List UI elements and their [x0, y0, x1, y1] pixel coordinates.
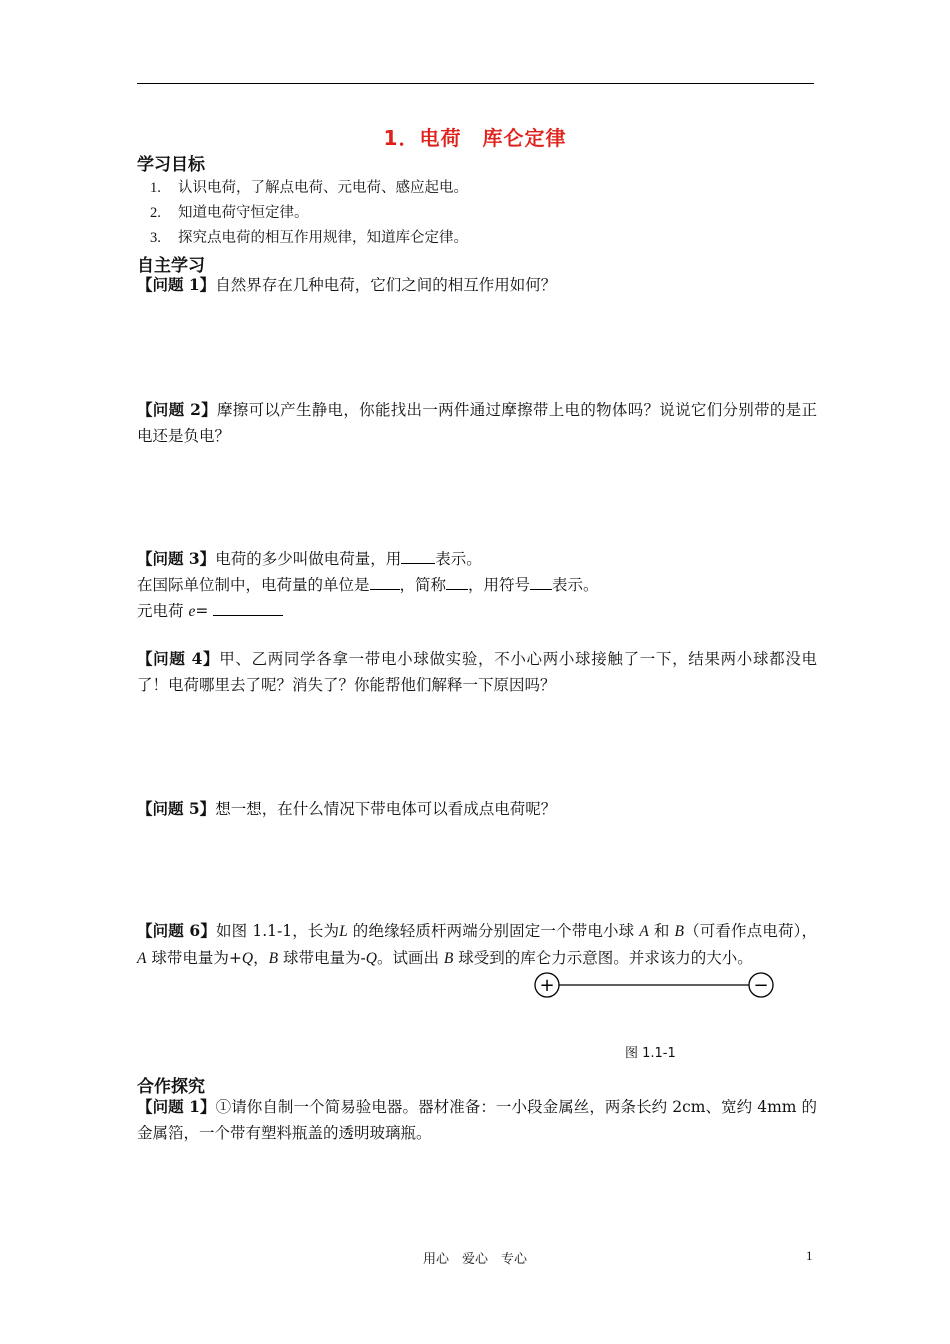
question-label: 【问题 1】: [137, 275, 216, 294]
variable-e: e: [188, 603, 196, 620]
question-text: 甲、乙两同学各拿一带电小球做实验，不小心两小球接触了一下，结果两小球都没电了！电荷哪里去了呢？消失了？你能帮他们解释一下原因吗？: [137, 650, 817, 694]
question-text: 如图 1.1-1，长为: [216, 922, 340, 940]
variable-B: B: [674, 923, 685, 940]
question-text: 表示。: [435, 550, 482, 568]
section-heading-self-study: 自主学习: [137, 256, 205, 276]
question-text: ，: [253, 949, 269, 967]
question-text: 。试画出: [376, 949, 444, 967]
positive-sign-icon: +: [539, 975, 555, 996]
page-title: 1．电荷 库仑定律: [383, 126, 567, 150]
answer-blank[interactable]: [213, 598, 283, 616]
goal-text: 认识电荷，了解点电荷、元电荷、感应起电。: [178, 180, 468, 196]
question-text: 想一想，在什么情况下带电体可以看成点电荷呢？: [215, 800, 557, 818]
goal-number: 3.: [150, 230, 161, 246]
question-label: 【问题 4】: [137, 649, 220, 668]
question-text: ，用符号: [468, 576, 531, 594]
goal-text: 探究点电荷的相互作用规律，知道库仑定律。: [178, 230, 468, 246]
negative-sign-icon: −: [753, 975, 769, 996]
answer-blank[interactable]: [401, 546, 435, 564]
question-text: 的绝缘轻质杆两端分别固定一个带电小球: [347, 922, 640, 940]
question-text: 球带电量为-: [278, 949, 366, 967]
question-text: 自然界存在几种电荷，它们之间的相互作用如何？: [215, 276, 557, 294]
goal-number: 1.: [150, 180, 161, 196]
variable-B: B: [268, 950, 279, 967]
question-3-line-3: [137, 598, 599, 625]
section-heading-cooperative: 合作探究: [137, 1077, 205, 1097]
page-footer: 用心 爱心 专心: [422, 1252, 527, 1267]
question-2: [137, 397, 817, 449]
header-rule: [137, 83, 814, 84]
goal-number: 2.: [150, 205, 161, 221]
question-label: 【问题 5】: [137, 799, 216, 818]
question-3-line-1: [137, 546, 599, 572]
question-text: ，简称: [399, 576, 447, 594]
question-text: 和: [648, 922, 675, 940]
variable-Q: Q: [241, 950, 254, 967]
coop-question-1: [137, 1094, 817, 1146]
question-text: 球带电量为+: [146, 949, 242, 967]
question-text: =: [195, 602, 214, 620]
question-text: 摩擦可以产生静电，你能找出一两件通过摩擦带上电的物体吗？说说它们分别带的是正电还是负电？: [137, 401, 817, 445]
question-text: 元电荷: [137, 602, 189, 620]
question-text: 电荷的多少叫做电荷量，用: [215, 550, 402, 568]
figure-caption: 图 1.1-1: [625, 1046, 676, 1061]
question-text: ①请你自制一个简易验电器。器材准备：一小段金属丝，两条长约 2cm、宽约 4mm 的金属箔，一个带有塑料瓶盖的透明玻璃瓶。: [137, 1098, 818, 1142]
answer-blank[interactable]: [530, 572, 552, 590]
goal-item: [150, 201, 309, 222]
answer-blank[interactable]: [446, 572, 468, 590]
page-number: 1: [806, 1248, 813, 1263]
question-text: 表示。: [552, 576, 599, 594]
question-text: 球受到的库仑力示意图。并求该力的大小。: [453, 949, 753, 967]
question-label: 【问题 2】: [137, 400, 217, 419]
question-label: 【问题 1】: [137, 1097, 216, 1116]
question-3: [137, 546, 599, 625]
question-3-line-2: [137, 572, 599, 598]
question-6: [137, 918, 817, 972]
question-text: （可看作点电荷），: [684, 922, 817, 940]
question-label: 【问题 3】: [137, 549, 216, 568]
variable-Q: Q: [365, 950, 377, 967]
question-4: [137, 646, 817, 698]
question-1: [137, 272, 556, 298]
section-heading-goals: 学习目标: [137, 155, 205, 175]
variable-A: A: [137, 950, 147, 967]
question-label: 【问题 6】: [137, 921, 216, 940]
variable-L: L: [339, 923, 348, 940]
question-5: [137, 796, 556, 822]
goal-item: [150, 226, 468, 247]
goal-text: 知道电荷守恒定律。: [178, 205, 309, 221]
variable-A: A: [639, 923, 649, 940]
goal-item: [150, 176, 468, 197]
variable-B: B: [443, 950, 454, 967]
figure-1-1-rod-diagram: [530, 968, 780, 1004]
answer-blank[interactable]: [370, 572, 400, 590]
question-text: 在国际单位制中，电荷量的单位是: [137, 576, 370, 594]
